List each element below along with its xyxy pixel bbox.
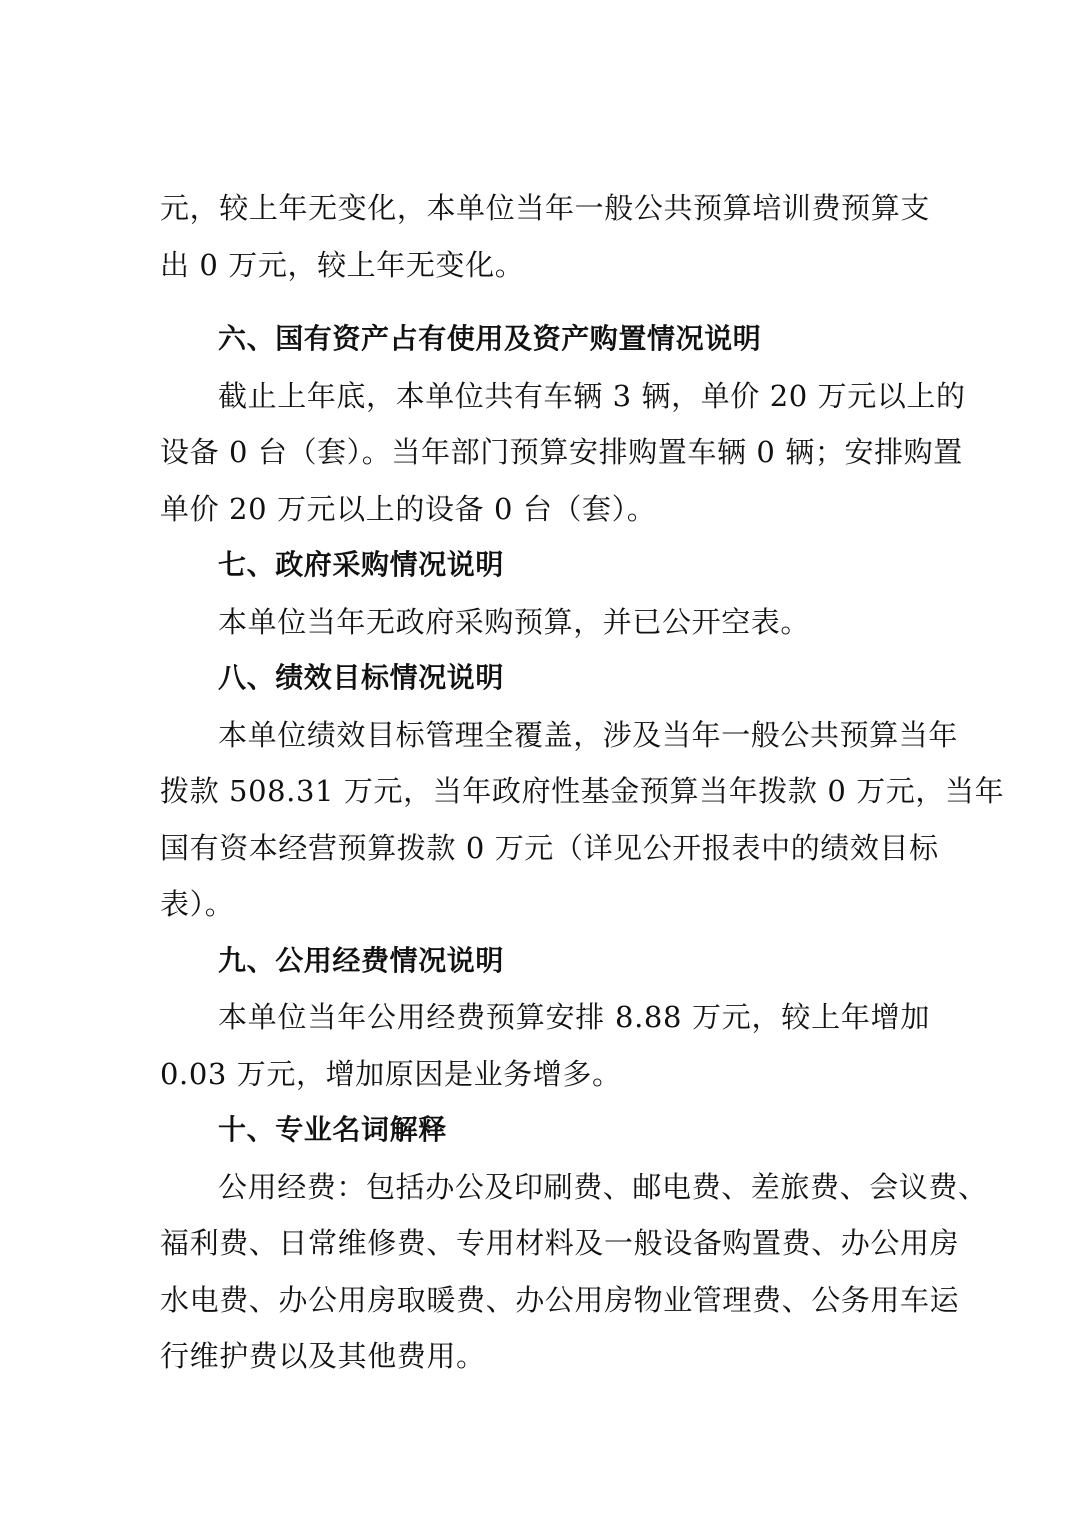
paragraph-line: 元，较上年无变化，本单位当年一般公共预算培训费预算支 (160, 191, 930, 225)
section-gap (160, 293, 930, 311)
paragraph-line: 行维护费以及其他费用。 (160, 1339, 486, 1373)
paragraph-line: 本单位当年公用经费预算安排 8.88 万元，较上年增加 (218, 1000, 930, 1034)
paragraph-line: 出 0 万元，较上年无变化。 (160, 247, 525, 282)
paragraph-line: 设备 0 台（套）。当年部门预算安排购置车辆 0 辆；安排购置 (160, 435, 963, 469)
section-heading-assets: 六、国有资产占有使用及资产购置情况说明 (218, 322, 762, 355)
paragraph-line: 本单位当年无政府采购预算，并已公开空表。 (218, 604, 811, 639)
section-heading-performance: 八、绩效目标情况说明 (218, 661, 505, 694)
paragraph-line: 0.03 万元，增加原因是业务增多。 (160, 1056, 622, 1091)
paragraph-line: 截止上年底，本单位共有车辆 3 辆，单价 20 万元以上的 (218, 378, 966, 413)
paragraph-line: 本单位绩效目标管理全覆盖，涉及当年一般公共预算当年 (218, 717, 959, 752)
section-heading-procurement: 七、政府采购情况说明 (218, 548, 505, 581)
paragraph-line: 拨款 508.31 万元，当年政府性基金预算当年拨款 0 万元，当年 (160, 774, 1005, 808)
document-page (160, 180, 1005, 1385)
paragraph-line: 公用经费：包括办公及印刷费、邮电费、差旅费、会议费、 (218, 1169, 988, 1204)
paragraph-line: 水电费、办公用房取暖费、办公用房物业管理费、公务用车运 (160, 1282, 960, 1317)
section-heading-glossary: 十、专业名词解释 (218, 1113, 447, 1146)
paragraph-line: 单价 20 万元以上的设备 0 台（套）。 (160, 491, 657, 526)
section-heading-public-funds: 九、公用经费情况说明 (218, 943, 505, 977)
paragraph-line: 福利费、日常维修费、专用材料及一般设备购置费、办公用房 (160, 1226, 960, 1260)
paragraph-line: 国有资本经营预算拨款 0 万元（详见公开报表中的绩效目标 (160, 830, 939, 865)
paragraph-line: 表）。 (160, 887, 235, 921)
